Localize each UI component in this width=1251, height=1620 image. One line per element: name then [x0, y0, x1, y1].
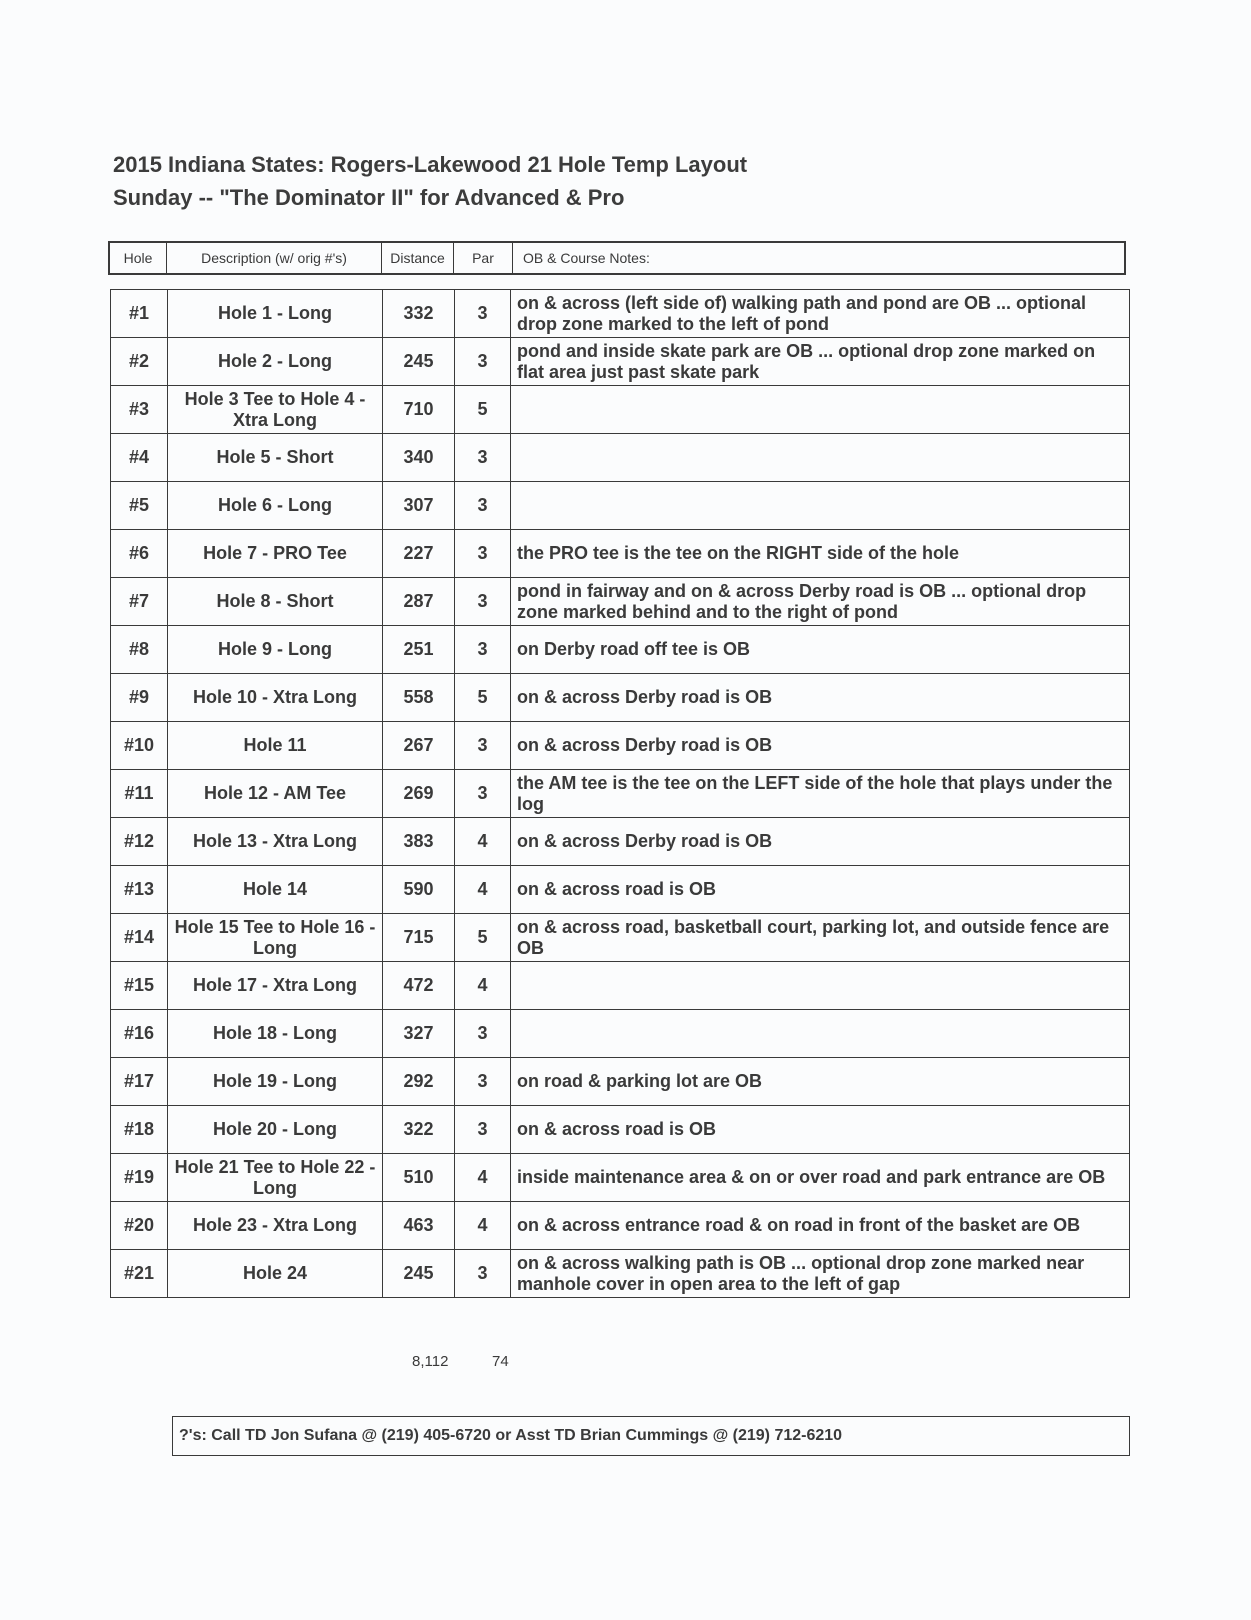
par-cell: 4 [455, 818, 511, 866]
hole-cell: #5 [111, 482, 168, 530]
notes-cell: on & across road is OB [511, 866, 1130, 914]
hole-cell: #12 [111, 818, 168, 866]
table-row [111, 866, 1130, 914]
distance-cell: 269 [383, 770, 455, 818]
description-cell: Hole 21 Tee to Hole 22 - Long [168, 1154, 383, 1202]
table-row [111, 626, 1130, 674]
description-cell: Hole 20 - Long [168, 1106, 383, 1154]
par-cell: 4 [455, 1202, 511, 1250]
description-cell: Hole 6 - Long [168, 482, 383, 530]
hole-cell: #8 [111, 626, 168, 674]
distance-cell: 340 [383, 434, 455, 482]
hole-table-body [111, 290, 1130, 1298]
par-cell: 5 [455, 386, 511, 434]
par-cell: 3 [455, 1010, 511, 1058]
distance-cell: 245 [383, 338, 455, 386]
notes-cell: pond and inside skate park are OB ... optional drop zone marked on flat area just past skate park [511, 338, 1130, 386]
distance-cell: 558 [383, 674, 455, 722]
page-title [113, 148, 747, 214]
distance-cell: 710 [383, 386, 455, 434]
table-row [111, 482, 1130, 530]
table-row [111, 434, 1130, 482]
distance-cell: 715 [383, 914, 455, 962]
hole-cell: #18 [111, 1106, 168, 1154]
description-cell: Hole 17 - Xtra Long [168, 962, 383, 1010]
distance-cell: 590 [383, 866, 455, 914]
description-cell: Hole 18 - Long [168, 1010, 383, 1058]
hole-cell: #20 [111, 1202, 168, 1250]
table-row [111, 1010, 1130, 1058]
distance-cell: 322 [383, 1106, 455, 1154]
table-row [111, 818, 1130, 866]
notes-cell: on & across walking path is OB ... optional drop zone marked near manhole cover in open area to the left of gap [511, 1250, 1130, 1298]
description-cell: Hole 24 [168, 1250, 383, 1298]
hole-cell: #15 [111, 962, 168, 1010]
notes-cell: on Derby road off tee is OB [511, 626, 1130, 674]
notes-cell [511, 482, 1130, 530]
hole-cell: #21 [111, 1250, 168, 1298]
notes-cell: on & across road, basketball court, parking lot, and outside fence are OB [511, 914, 1130, 962]
header-hole: Hole [110, 243, 167, 273]
distance-cell: 267 [383, 722, 455, 770]
par-cell: 3 [455, 530, 511, 578]
notes-cell: on & across entrance road & on road in front of the basket are OB [511, 1202, 1130, 1250]
notes-cell: on & across (left side of) walking path and pond are OB ... optional drop zone marked to the left of pond [511, 290, 1130, 338]
notes-cell: on & across road is OB [511, 1106, 1130, 1154]
contact-text: ?'s: Call TD Jon Sufana @ (219) 405-6720 or Asst TD Brian Cummings @ (219) 712-6210 [179, 1427, 843, 1444]
notes-cell: pond in fairway and on & across Derby road is OB ... optional drop zone marked behind and to the right of pond [511, 578, 1130, 626]
distance-cell: 245 [383, 1250, 455, 1298]
par-cell: 3 [455, 1106, 511, 1154]
par-cell: 3 [455, 482, 511, 530]
contact-box [172, 1416, 1130, 1456]
par-cell: 4 [455, 962, 511, 1010]
par-cell: 4 [455, 1154, 511, 1202]
table-header [108, 241, 1126, 275]
hole-cell: #11 [111, 770, 168, 818]
distance-cell: 327 [383, 1010, 455, 1058]
notes-cell: on & across Derby road is OB [511, 818, 1130, 866]
header-distance: Distance [382, 243, 454, 273]
distance-cell: 510 [383, 1154, 455, 1202]
table-row [111, 770, 1130, 818]
description-cell: Hole 7 - PRO Tee [168, 530, 383, 578]
hole-cell: #9 [111, 674, 168, 722]
hole-cell: #10 [111, 722, 168, 770]
par-cell: 3 [455, 290, 511, 338]
hole-cell: #16 [111, 1010, 168, 1058]
table-row [111, 1058, 1130, 1106]
notes-cell: on & across Derby road is OB [511, 674, 1130, 722]
table-row [111, 1250, 1130, 1298]
table-row [111, 338, 1130, 386]
table-row [111, 722, 1130, 770]
hole-cell: #3 [111, 386, 168, 434]
description-cell: Hole 3 Tee to Hole 4 - Xtra Long [168, 386, 383, 434]
header-description: Description (w/ orig #'s) [167, 243, 382, 273]
par-cell: 5 [455, 914, 511, 962]
title-line-1: 2015 Indiana States: Rogers-Lakewood 21 Hole Temp Layout [113, 152, 748, 177]
hole-cell: #7 [111, 578, 168, 626]
notes-cell: inside maintenance area & on or over road and park entrance are OB [511, 1154, 1130, 1202]
hole-cell: #1 [111, 290, 168, 338]
notes-cell [511, 1010, 1130, 1058]
description-cell: Hole 15 Tee to Hole 16 - Long [168, 914, 383, 962]
par-cell: 3 [455, 578, 511, 626]
par-cell: 5 [455, 674, 511, 722]
description-cell: Hole 8 - Short [168, 578, 383, 626]
par-cell: 3 [455, 770, 511, 818]
description-cell: Hole 2 - Long [168, 338, 383, 386]
title-line-2: Sunday -- "The Dominator II" for Advanced & Pro [113, 185, 625, 210]
hole-cell: #2 [111, 338, 168, 386]
description-cell: Hole 9 - Long [168, 626, 383, 674]
notes-cell: on road & parking lot are OB [511, 1058, 1130, 1106]
distance-cell: 463 [383, 1202, 455, 1250]
description-cell: Hole 14 [168, 866, 383, 914]
notes-cell: the AM tee is the tee on the LEFT side of the hole that plays under the log [511, 770, 1130, 818]
table-row [111, 578, 1130, 626]
par-cell: 3 [455, 626, 511, 674]
description-cell: Hole 11 [168, 722, 383, 770]
distance-cell: 287 [383, 578, 455, 626]
notes-cell [511, 962, 1130, 1010]
table-row [111, 1202, 1130, 1250]
notes-cell [511, 434, 1130, 482]
table-row [111, 1106, 1130, 1154]
header-par: Par [454, 243, 513, 273]
table-row [111, 290, 1130, 338]
hole-cell: #13 [111, 866, 168, 914]
distance-cell: 227 [383, 530, 455, 578]
description-cell: Hole 23 - Xtra Long [168, 1202, 383, 1250]
distance-cell: 292 [383, 1058, 455, 1106]
table-row [111, 674, 1130, 722]
description-cell: Hole 13 - Xtra Long [168, 818, 383, 866]
hole-cell: #17 [111, 1058, 168, 1106]
description-cell: Hole 5 - Short [168, 434, 383, 482]
par-cell: 3 [455, 1250, 511, 1298]
table-row [111, 1154, 1130, 1202]
par-cell: 3 [455, 338, 511, 386]
header-notes: OB & Course Notes: [523, 250, 650, 266]
table-row [111, 530, 1130, 578]
distance-cell: 307 [383, 482, 455, 530]
description-cell: Hole 1 - Long [168, 290, 383, 338]
par-cell: 3 [455, 722, 511, 770]
hole-cell: #19 [111, 1154, 168, 1202]
par-cell: 4 [455, 866, 511, 914]
distance-cell: 332 [383, 290, 455, 338]
description-cell: Hole 19 - Long [168, 1058, 383, 1106]
distance-cell: 383 [383, 818, 455, 866]
description-cell: Hole 12 - AM Tee [168, 770, 383, 818]
notes-cell: the PRO tee is the tee on the RIGHT side of the hole [511, 530, 1130, 578]
description-cell: Hole 10 - Xtra Long [168, 674, 383, 722]
hole-table [110, 289, 1130, 1298]
distance-cell: 251 [383, 626, 455, 674]
notes-cell: on & across Derby road is OB [511, 722, 1130, 770]
par-cell: 3 [455, 1058, 511, 1106]
table-row [111, 962, 1130, 1010]
hole-cell: #6 [111, 530, 168, 578]
hole-cell: #14 [111, 914, 168, 962]
distance-cell: 472 [383, 962, 455, 1010]
table-row [111, 914, 1130, 962]
notes-cell [511, 386, 1130, 434]
table-row [111, 386, 1130, 434]
total-distance: 8,112 [412, 1353, 449, 1370]
hole-cell: #4 [111, 434, 168, 482]
total-par: 74 [492, 1353, 509, 1370]
par-cell: 3 [455, 434, 511, 482]
